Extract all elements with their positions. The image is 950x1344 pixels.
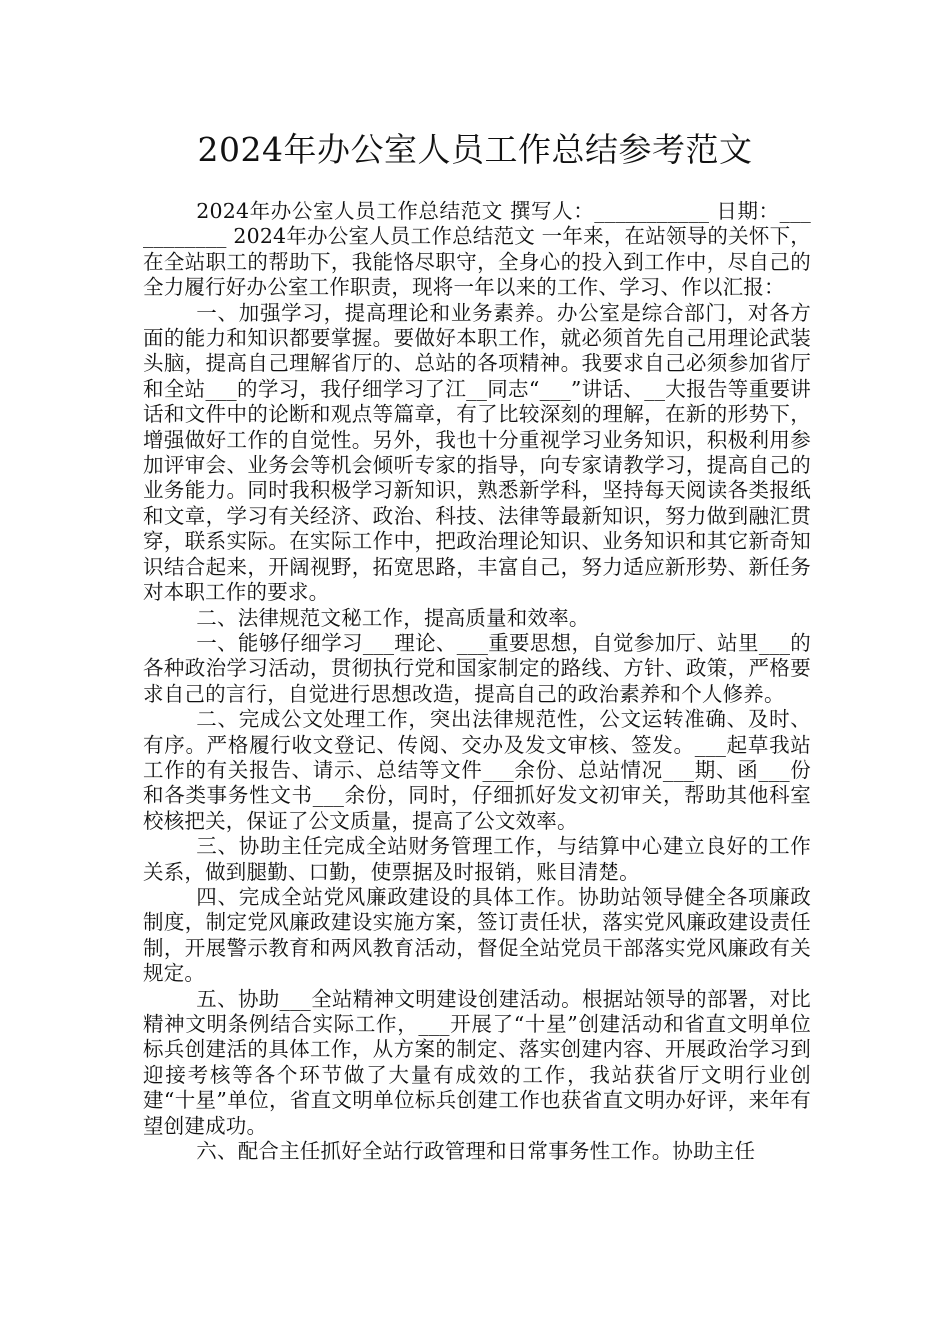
paragraph-item-4: 四、完成全站党风廉政建设的具体工作。协助站领导健全各项廉政制度，制定党风廉政建设实施方案，签订责任状，落实党风廉政建设责任制，开展警示教育和两风教育活动，督促全站党员干部落实党风廉政有关规定。 xyxy=(143,884,811,986)
paragraph-item-6: 六、配合主任抓好全站行政管理和日常事务性工作。协助主任 xyxy=(196,1139,756,1164)
paragraph-item-2: 二、完成公文处理工作，突出法律规范性，公文运转准确、及时、有序。严格履行收文登记、传阅、交办及发文审核、签发。___起草我站工作的有关报告、请示、总结等文件___余份、总站情况___期、函___份和各类事务性文书___余份，同时，仔细抓好发文初审关，帮助其他科室校核把关，保证了公文质量，提高了公文效率。 xyxy=(143,707,811,833)
paragraph-section-heading: 二、法律规范文秘工作，提高质量和效率。 xyxy=(196,605,590,630)
paragraph-study: 一、加强学习，提高理论和业务素养。办公室是综合部门，对各方面的能力和知识都要掌握。要做好本职工作，就必须首先自己用理论武装头脑，提高自己理解省厅的、总站的各项精神。我要求自己必须参加省厅和全站___的学习，我仔细学习了江__同志“___”讲话、__大报告等重要讲话和文件中的论断和观点等篇章，有了比较深刻的理解，在新的形势下，增强做好工作的自觉性。另外，我也十分重视学习业务知识，积极利用参加评审会、业务会等机会倾听专家的指导，向专家请教学习，提高自己的业务能力。同时我积极学习新知识，熟悉新学科，坚持每天阅读各类报纸和文章，学习有关经济、政治、科技、法律等最新知识，努力做到融汇贯穿，联系实际。在实际工作中，把政治理论知识、业务知识和其它新奇知识结合起来，开阔视野，拓宽思路，丰富自己，努力适应新形势、新任务对本职工作的要求。 xyxy=(143,300,811,605)
document-body xyxy=(143,199,811,1164)
paragraph-intro: 2024年办公室人员工作总结范文 撰写人：___________ 日期：___________ 2024年办公室人员工作总结范文 一年来，在站领导的关怀下，在全站职工的帮助下，我能恪尽职守，全身心的投入到工作中，尽自己的全力履行好办公室工作职责，现将一年以来的工作、学习、作以汇报： xyxy=(143,199,811,300)
document-title: 2024年办公室人员工作总结参考范文 xyxy=(197,130,753,169)
paragraph-item-5: 五、协助___全站精神文明建设创建活动。根据站领导的部署，对比精神文明条例结合实际工作，___开展了“十星”创建活动和省直文明单位标兵创建活的具体工作，从方案的制定、落实创建内容、开展政治学习到迎接考核等各个环节做了大量有成效的工作，我站获省厅文明行业创建“十星”单位，省直文明单位标兵创建工作也获省直文明办好评，来年有望创建成功。 xyxy=(143,986,811,1138)
paragraph-item-3: 三、协助主任完成全站财务管理工作，与结算中心建立良好的工作关系，做到腿勤、口勤，使票据及时报销，账目清楚。 xyxy=(143,834,811,884)
paragraph-item-1: 一、能够仔细学习___理论、___重要思想，自觉参加厅、站里___的各种政治学习活动，贯彻执行党和国家制定的路线、方针、政策，严格要求自己的言行，自觉进行思想改造，提高自己的政治素养和个人修养。 xyxy=(143,630,811,706)
